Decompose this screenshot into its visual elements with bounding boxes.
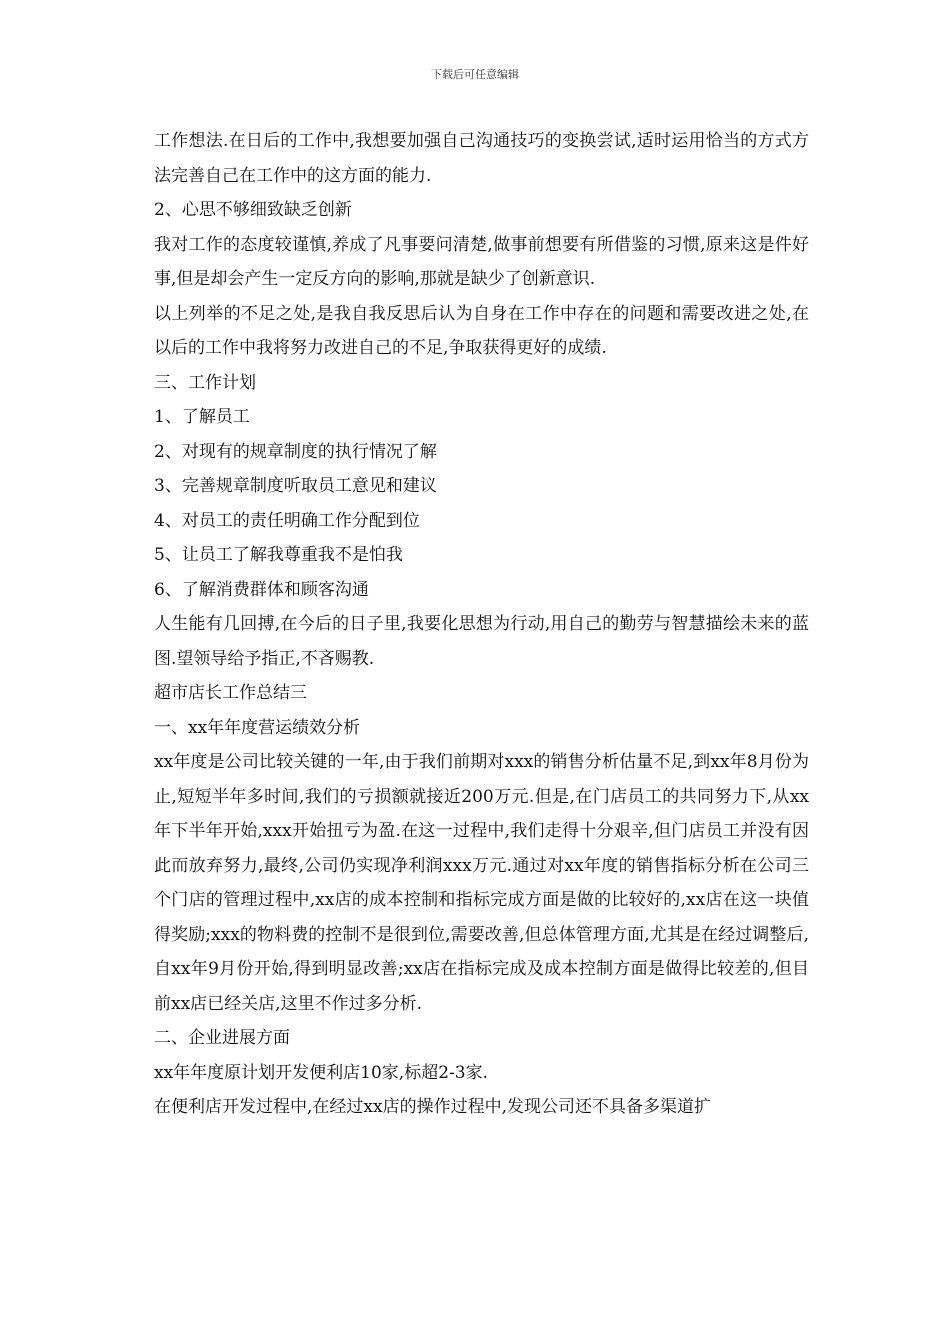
section-heading: 2、心思不够细致缺乏创新 (154, 200, 352, 220)
section-heading: 一、xx年年度营运绩效分析 (154, 717, 361, 738)
paragraph: 我对工作的态度较谨慎,养成了凡事要问清楚,做事前想要有所借鉴的习惯,原来这是件好事,但是却会产生一定反方向的影响,那就是缺少了创新意识. (154, 234, 809, 289)
section-heading: 三、工作计划 (154, 372, 256, 393)
section-heading: 二、企业进展方面 (154, 1028, 290, 1048)
page-header: 下载后可任意编辑 (431, 68, 519, 81)
document-title: 超市店长工作总结三 (154, 683, 307, 703)
list-item: 5、让员工了解我尊重我不是怕我 (154, 545, 403, 565)
list-item: 3、完善规章制度听取员工意见和建议 (154, 476, 437, 496)
list-item: 4、对员工的责任明确工作分配到位 (154, 510, 420, 531)
list-item: 2、对现有的规章制度的执行情况了解 (154, 441, 437, 462)
paragraph: 以上列举的不足之处,是我自我反思后认为自身在工作中存在的问题和需要改进之处,在以后的工作中我将努力改进自己的不足,争取获得更好的成绩. (154, 303, 809, 358)
list-item: 1、了解员工 (154, 407, 250, 427)
paragraph: xx年年度原计划开发便利店10家,标超2-3家. (154, 1062, 488, 1083)
list-item: 6、了解消费群体和顾客沟通 (154, 579, 369, 600)
paragraph: 在便利店开发过程中,在经过xx店的操作过程中,发现公司还不具备多渠道扩 (154, 1097, 711, 1117)
paragraph: 人生能有几回搏,在今后的日子里,我要化思想为行动,用自己的勤劳与智慧描绘未来的蓝图.望领导给予指正,不吝赐教. (154, 614, 809, 669)
paragraph: xx年度是公司比较关键的一年,由于我们前期对xxx的销售分析估量不足,到xx年8月份为止,短短半年多时间,我们的亏损额就接近200万元.但是,在门店员工的共同努力下,从xx年下半年开始,xxx开始扭亏为盈.在这一过程中,我们走得十分艰辛,但门店员工并没有因此而放弃努力,最终,公司仍实现净利润xxx万元.通过对xx年度的销售指标分析在公司三个门店的管理过程中,xx店的成本控制和指标完成方面是做的比较好的,xx店在这一块值得奖励;xxx的物料费的控制不是很到位,需要改善,但总体管理方面,尤其是在经过调整后,自xx年9月份开始,得到明显改善;xx店在指标完成及成本控制方面是做得比较差的,但目前xx店已经关店,这里不作过多分析. (154, 752, 809, 1014)
document-body (145, 124, 809, 1125)
paragraph: 工作想法.在日后的工作中,我想要加强自己沟通技巧的变换尝试,适时运用恰当的方式方法完善自己在工作中的这方面的能力. (154, 131, 809, 186)
